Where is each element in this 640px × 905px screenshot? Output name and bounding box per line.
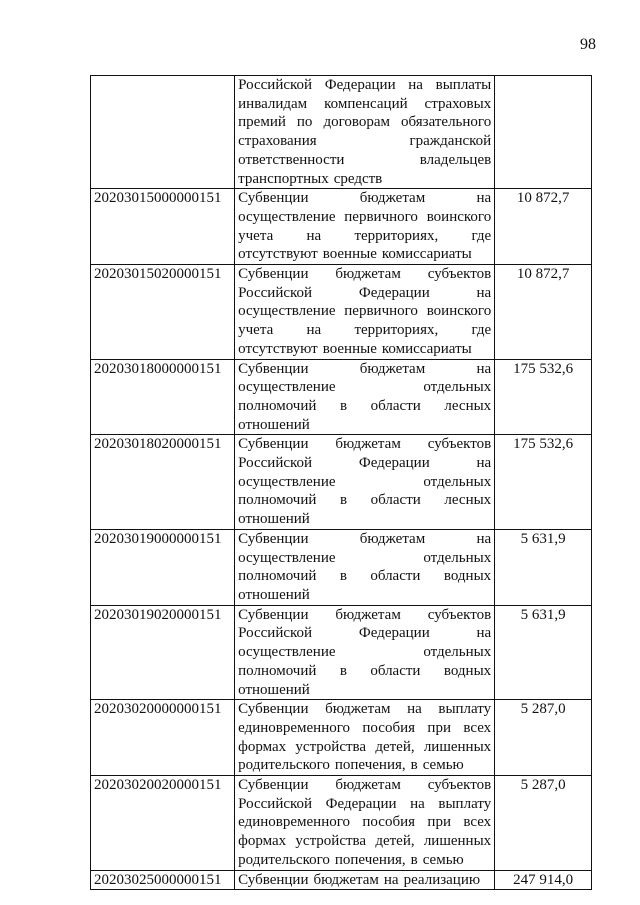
table-row [91, 776, 592, 871]
description-cell [235, 870, 495, 890]
description-line: полномочий в области лесных [238, 397, 492, 414]
description-line: отношений [238, 416, 310, 433]
budget-code-cell: 20203018020000151 [91, 435, 235, 530]
description-line: единовременного пособия при всех [238, 719, 492, 736]
amount-cell: 10 872,7 [495, 265, 592, 360]
description-line: Субвенции бюджетам на выплату [238, 701, 492, 718]
budget-code-cell: 20203019000000151 [91, 529, 235, 605]
description-cell [235, 776, 495, 871]
description-line: осуществление отдельных [238, 549, 492, 566]
description-line: формах устройства детей, лишенных [238, 833, 492, 850]
description-line: осуществление первичного воинского [238, 208, 492, 225]
table-row [91, 700, 592, 776]
description-line: Субвенции бюджетам субъектов [238, 436, 492, 453]
description-line: Субвенции бюджетам на [238, 530, 492, 547]
budget-code-cell: 20203015020000151 [91, 265, 235, 360]
description-line: транспортных средств [238, 170, 383, 187]
description-cell [235, 265, 495, 360]
description-line: отношений [238, 511, 310, 528]
amount-cell: 5 631,9 [495, 605, 592, 700]
table-row [91, 265, 592, 360]
description-line: Российской Федерации на [238, 455, 492, 472]
description-line: Субвенции бюджетам субъектов [238, 606, 492, 623]
amount-cell [495, 76, 592, 189]
description-line: Субвенции бюджетам на [238, 360, 492, 377]
description-cell [235, 435, 495, 530]
amount-cell: 10 872,7 [495, 189, 592, 265]
description-line: Российской Федерации на выплаты [238, 77, 492, 93]
budget-code-cell: 20203020020000151 [91, 776, 235, 871]
description-cell [235, 189, 495, 265]
amount-cell: 5 631,9 [495, 529, 592, 605]
table-row [91, 189, 592, 265]
description-line: формах устройства детей, лишенных [238, 738, 492, 755]
description-line: отношений [238, 681, 310, 698]
table-row [91, 529, 592, 605]
description-line: осуществление отдельных [238, 473, 492, 490]
budget-code-cell: 20203025000000151 [91, 870, 235, 890]
budget-code-cell [91, 76, 235, 189]
description-cell [235, 605, 495, 700]
budget-code-cell: 20203018000000151 [91, 359, 235, 435]
description-line: учета на территориях, где [238, 322, 492, 339]
table-row [91, 435, 592, 530]
amount-cell: 5 287,0 [495, 776, 592, 871]
description-cell [235, 359, 495, 435]
description-cell [235, 529, 495, 605]
description-line: Субвенции бюджетам на [238, 190, 492, 207]
amount-cell: 175 532,6 [495, 435, 592, 530]
description-line: учета на территориях, где [238, 227, 492, 244]
description-line: отсутствуют военные комиссариаты [238, 340, 472, 357]
description-line: родительского попечения, в семью [238, 851, 464, 868]
description-line: полномочий в области водных [238, 568, 492, 585]
description-cell [235, 76, 495, 189]
amount-cell: 247 914,0 [495, 870, 592, 890]
budget-table [90, 75, 592, 890]
table-row [91, 605, 592, 700]
description-line: Субвенции бюджетам на реализацию [238, 871, 481, 888]
description-line: единовременного пособия при всех [238, 814, 492, 831]
table-row [91, 76, 592, 189]
description-line: Субвенции бюджетам субъектов [238, 777, 492, 794]
description-line: осуществление первичного воинского [238, 303, 492, 320]
description-line: Российской Федерации на [238, 284, 492, 301]
table-row [91, 359, 592, 435]
budget-table-body [91, 76, 592, 890]
description-line: премий по договорам обязательного [238, 114, 492, 131]
description-line: ответственности владельцев [238, 151, 492, 168]
amount-cell: 5 287,0 [495, 700, 592, 776]
description-line: полномочий в области лесных [238, 492, 492, 509]
description-line: Российской Федерации на выплату [238, 795, 492, 812]
description-line: отношений [238, 586, 310, 603]
description-line: полномочий в области водных [238, 662, 492, 679]
description-line: Российской Федерации на [238, 625, 492, 642]
budget-code-cell: 20203019020000151 [91, 605, 235, 700]
description-line: Субвенции бюджетам субъектов [238, 266, 492, 283]
description-line: родительского попечения, в семью [238, 757, 464, 774]
description-line: отсутствуют военные комиссариаты [238, 246, 472, 263]
description-cell [235, 700, 495, 776]
description-line: осуществление отдельных [238, 379, 492, 396]
description-line: осуществление отдельных [238, 644, 492, 661]
table-row [91, 870, 592, 890]
budget-code-cell: 20203015000000151 [91, 189, 235, 265]
page-number: 98 [580, 36, 596, 53]
description-line: страхования гражданской [238, 133, 492, 150]
description-line: инвалидам компенсаций страховых [238, 95, 492, 112]
amount-cell: 175 532,6 [495, 359, 592, 435]
budget-code-cell: 20203020000000151 [91, 700, 235, 776]
